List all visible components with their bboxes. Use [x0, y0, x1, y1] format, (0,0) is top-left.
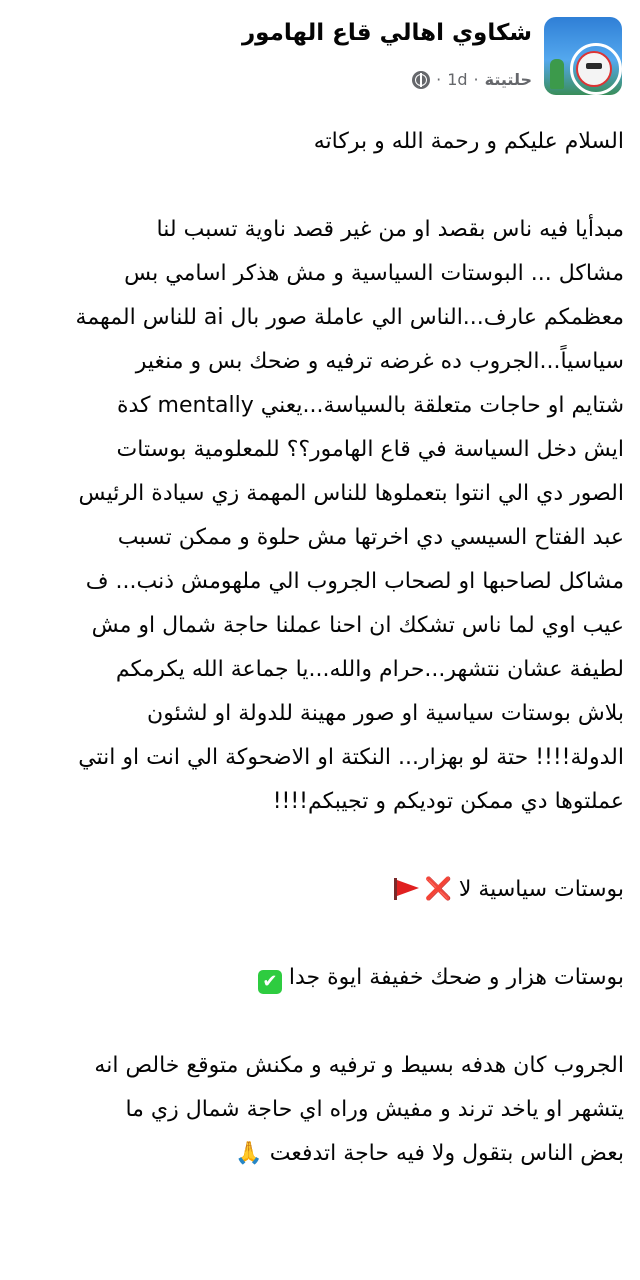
body-line: الدولة!!!! حتة لو بهزار... النكتة او الاضحوكة الي انت او انتي — [78, 745, 624, 770]
avatar-plant-graphic — [550, 59, 564, 89]
no-politics-text: بوستات سياسية لا — [458, 877, 624, 902]
greeting-line: السلام عليكم و رحمة الله و بركاته — [313, 129, 624, 154]
body-line: عملتوها دي ممكن توديكم و تجيبكم!!!! — [272, 789, 624, 814]
post-meta — [412, 70, 532, 89]
profile-face-graphic — [576, 51, 612, 87]
body-line: عبد الفتاح السيسي دي اخرتها مش حلوة و ممكن تسبب — [117, 525, 624, 550]
cross-mark-icon: ❌ — [424, 877, 452, 902]
body-line: الصور دي الي انتوا بتعملوها للناس المهمة زي سيادة الرئيس — [78, 481, 624, 506]
red-flag-icon — [394, 878, 420, 898]
body-line: مبدأيا فيه ناس بقصد او من غير قصد ناوية تسبب لنا — [156, 217, 624, 242]
body-line: عيب اوي لما ناس تشكك ان احنا عملنا حاجة شمال او مش — [91, 613, 624, 638]
yes-fun-text: بوستات هزار و ضحك خفيفة ايوة جدا — [288, 965, 624, 990]
closing-line: الجروب كان هدفه بسيط و ترفيه و مكنش متوقع خالص انه — [94, 1053, 624, 1078]
body-line: مشاكل ... البوستات السياسية و مش هذكر اسامي بس — [124, 261, 624, 286]
group-name-link[interactable]: شكاوي اهالي قاع الهامور — [241, 20, 532, 46]
meta-separator: · — [436, 70, 442, 89]
post-time[interactable]: 1d — [447, 70, 468, 89]
yes-fun-line — [18, 956, 624, 1000]
body-line: ايش دخل السياسة في قاع الهامور؟؟ للمعلومية بوستات — [116, 437, 624, 462]
body-line: معظمكم عارف...الناس الي عاملة صور بال ai للناس المهمة — [75, 305, 624, 330]
check-mark-icon: ✔ — [258, 970, 282, 994]
group-avatar[interactable] — [544, 17, 622, 95]
body-line: سياسياً...الجروب ده غرضه ترفيه و ضحك بس و منغير — [135, 349, 624, 374]
author-name-link[interactable]: حلتيتة — [484, 70, 532, 89]
closing-text: بعض الناس بتقول ولا فيه حاجة اتدفعت — [269, 1141, 624, 1166]
no-politics-line — [18, 868, 624, 912]
globe-icon — [412, 71, 430, 89]
post-header — [0, 0, 640, 110]
body-line: بلاش بوستات سياسية او صور مهينة للدولة او لشئون — [147, 701, 624, 726]
post-body — [18, 120, 624, 1176]
body-line: مشاكل لصاحبها او لصحاب الجروب الي ملهومش ذنب... ف — [85, 569, 624, 594]
folded-hands-icon: 🙏 — [235, 1141, 263, 1166]
body-line: شتايم او حاجات متعلقة بالسياسة...يعني mentally كدة — [116, 393, 624, 418]
meta-separator: · — [473, 70, 479, 89]
closing-line-last — [18, 1132, 624, 1176]
body-line: لطيفة عشان نتشهر...حرام والله...يا جماعة الله يكرمكم — [115, 657, 624, 682]
closing-line: يتشهر او ياخد ترند و مفيش وراه اي حاجة شمال زي ما — [125, 1097, 624, 1122]
